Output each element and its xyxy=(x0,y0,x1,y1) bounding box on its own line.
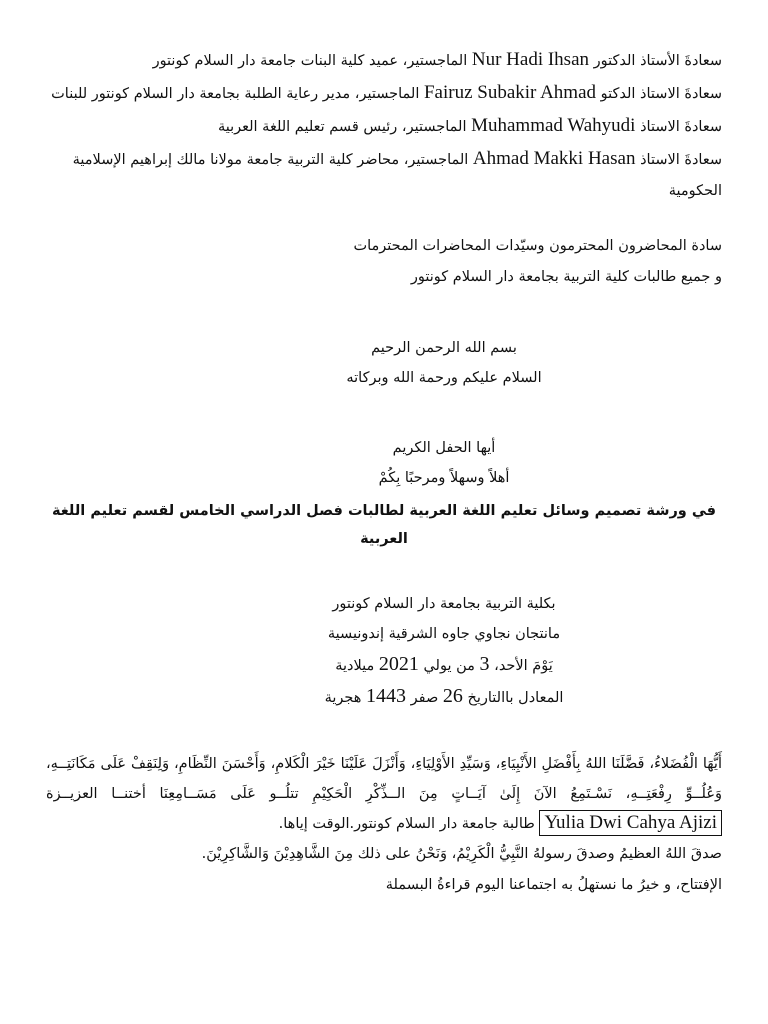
addressee-4-suffix: الماجستير، محاضر كلية التربية جامعة مولانا مالك إبراهيم الإسلامية الحكومية xyxy=(72,152,722,199)
spacer xyxy=(46,293,722,333)
addressee-3-name: Muhammad Wahyudi xyxy=(471,115,636,136)
addressee-4-name: Ahmad Makki Hasan xyxy=(472,148,636,169)
closing-line-2: صدقَ اللهُ العظيمُ وصدقَ رسولهُ النَّبِيُّ الْكَرِيْمُ، وَنَحْنُ على ذلك مِنَ الشَّاهِدِيْنَ وَالشَّاكِرِيْنَ. xyxy=(201,846,722,862)
venue-line-2: مانتجان نجاوي جاوه الشرقية إندونيسية xyxy=(327,626,561,642)
addressee-2 xyxy=(46,77,722,110)
addressee-3 xyxy=(46,110,722,143)
spacer xyxy=(46,207,722,231)
closing-text: أَيُّهَا الْفُضَلاءُ، فَضَّلَنَا اللهُ بِأَفْضَلِ الأَنْبِيَاءِ، وَسَيِّدِ الأَوْلِيَاءِ، وَأَنْزَلَ عَلَيْنَا خَيْرَ الْكَلامِ، وَأَحْسَنَ النِّظَامِ، وَلِنَقِفْ عَلَى مَكَانَتِــهِ، وَعُلُــوِّ رِفْعَتِــهِ، نَسْـتَمِعُ الآنَ إِلَىٰ آيَــاتٍ مِنَ الــذِّكْرِ الْحَكِيْمِ تتلُــو عَلَى مَسَــامِعِنَا أختنــا العزيــزة xyxy=(46,756,722,802)
hijri-era: هجرية xyxy=(324,690,362,706)
spacer xyxy=(46,713,722,749)
greeting-line-2: أهلاً وسهلاً ومرحبًا بِكُمْ xyxy=(378,470,510,486)
reciter-suffix: طالبة جامعة دار السلام كونتور.الوقت إياها. xyxy=(278,816,535,832)
date-day-prefix: يَوْمَ الأحد، xyxy=(494,658,553,674)
salam: السلام عليكم ورحمة الله وبركاته xyxy=(346,370,542,386)
addressee-4-prefix: سعادةَ الاستاذ xyxy=(640,152,722,168)
addressee-1-prefix: سعادةَ الأستاذ الدكتور xyxy=(593,53,722,69)
closing-paragraph xyxy=(46,749,722,839)
basmala: بسم الله الرحمن الرحيم xyxy=(371,340,517,356)
greeting-line-1: أيها الحفل الكريم xyxy=(392,440,496,456)
hijri-prefix: المعادل باالتاريخ xyxy=(467,690,564,706)
addressee-2-suffix: الماجستير، مدير رعاية الطلبة بجامعة دار السلام كونتور للبنات xyxy=(51,86,420,102)
spacer xyxy=(46,553,722,589)
date-year: 2021 xyxy=(378,653,419,675)
closing-line-3: الإفتتاح، و خيرُ ما نستهلُ به اجتماعنا اليوم قراءةُ البسملة xyxy=(385,877,722,893)
hijri-year: 1443 xyxy=(366,685,406,707)
addressee-2-prefix: سعادةَ الاستاذ الدكتو xyxy=(600,86,722,102)
addressee-2-name: Fairuz Subakir Ahmad xyxy=(423,82,597,103)
hijri-month: صفر xyxy=(410,690,439,706)
audience-line-2: و جميع طالبات كلية التربية بجامعة دار السلام كونتور xyxy=(410,269,722,285)
date-month: من يولي xyxy=(423,658,475,674)
date-era: ميلادية xyxy=(335,658,375,674)
addressee-1-suffix: الماجستير، عميد كلية البنات جامعة دار السلام كونتور xyxy=(152,53,468,69)
addressee-3-prefix: سعادةَ الاستاذ xyxy=(640,119,722,135)
hijri-date xyxy=(46,681,722,713)
addressee-1-name: Nur Hadi Ihsan xyxy=(471,49,590,70)
spacer xyxy=(46,393,722,433)
addressee-3-suffix: الماجستير، رئيس قسم تعليم اللغة العربية xyxy=(217,119,467,135)
reciter-name: Yulia Dwi Cahya Ajizi xyxy=(539,810,722,836)
date-day: 3 xyxy=(479,653,490,675)
addressee-1 xyxy=(46,44,722,77)
event-title: في ورشة تصميم وسائل تعليم اللغة العربية لطالبات فصل الدراسي الخامس لقسم تعليم اللغة العربية xyxy=(51,503,717,547)
addressee-4 xyxy=(46,143,722,207)
audience-line-1: سادة المحاضرون المحترمون وسيّدات المحاضرات المحترمات xyxy=(353,238,722,254)
venue-line-1: بكلية التربية بجامعة دار السلام كونتور xyxy=(332,596,556,612)
gregorian-date xyxy=(46,649,722,681)
hijri-day: 26 xyxy=(442,685,463,707)
